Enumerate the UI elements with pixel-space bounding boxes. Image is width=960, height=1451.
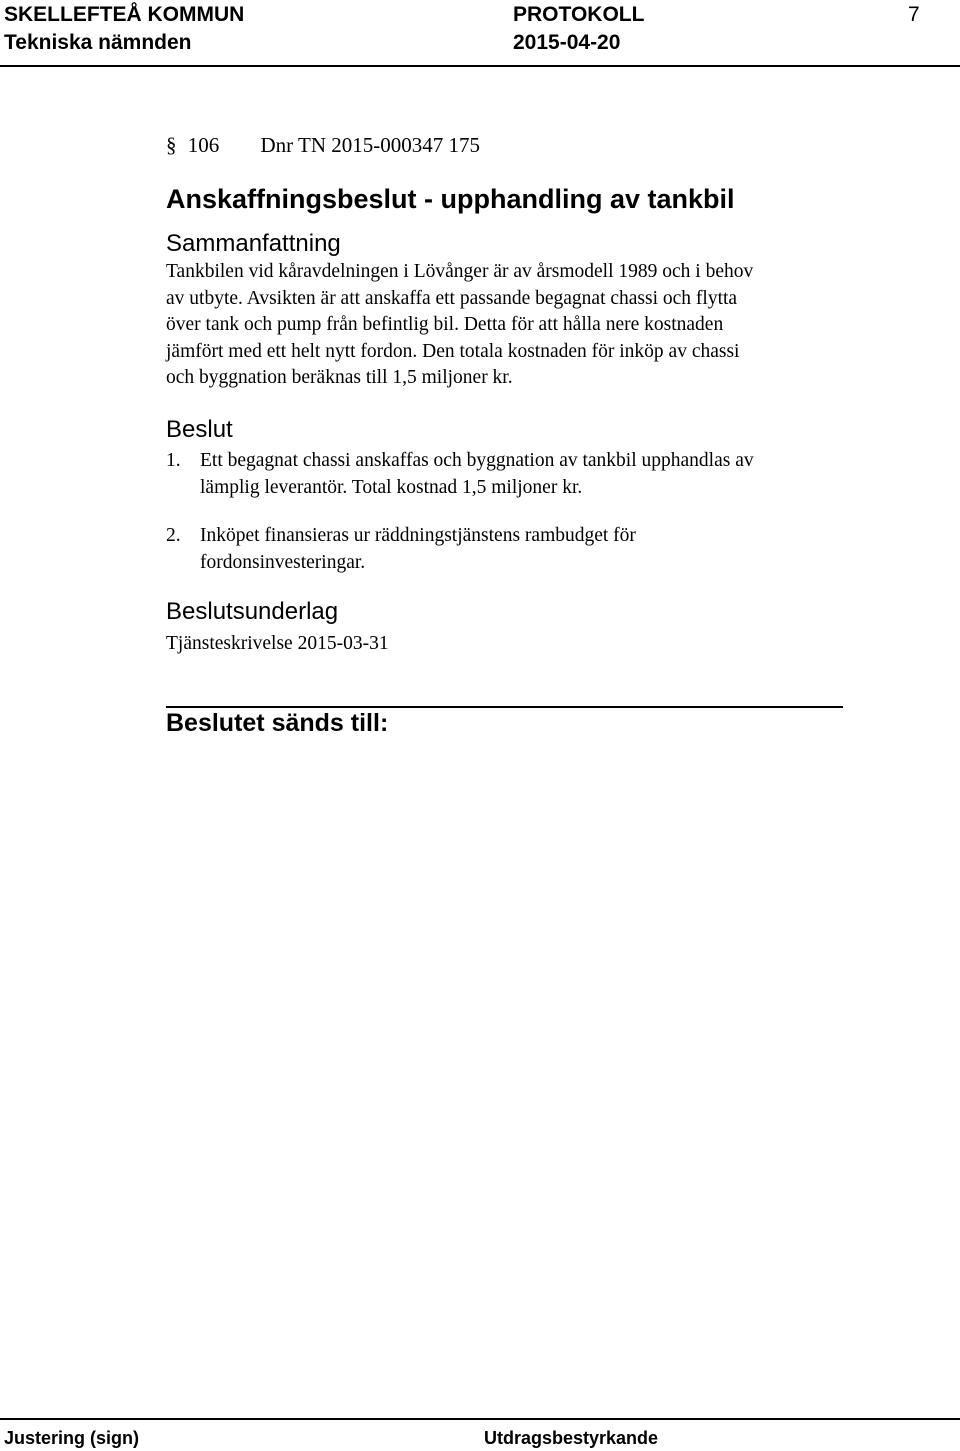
decision-item-number: 1. — [166, 450, 181, 471]
page-number: 7 — [908, 3, 920, 26]
decision-item — [166, 448, 866, 501]
summary-heading: Sammanfattning — [166, 230, 341, 257]
sent-to-heading: Beslutet sänds till: — [166, 709, 389, 737]
decision-item-number: 2. — [166, 525, 181, 546]
footer-certification-label: Utdragsbestyrkande — [484, 1428, 659, 1448]
summary-text — [166, 259, 866, 392]
basis-document: Tjänsteskrivelse 2015-03-31 — [166, 633, 389, 654]
organization-name: SKELLEFTEÅ KOMMUN — [4, 3, 245, 26]
footer-divider — [0, 1418, 960, 1420]
summary-line: av utbyte. Avsikten är att anskaffa ett passande begagnat chassi och flytta — [166, 287, 738, 309]
committee-name: Tekniska nämnden — [4, 31, 192, 54]
document-type: PROTOKOLL — [513, 3, 645, 26]
decision-item-line: Inköpet finansieras ur räddningstjänstens rambudget för — [200, 525, 636, 546]
case-reference-number: Dnr TN 2015-000347 175 — [260, 133, 481, 157]
decision-item-line: lämplig leverantör. Total kostnad 1,5 miljoner kr. — [200, 476, 583, 498]
basis-heading: Beslutsunderlag — [166, 598, 339, 625]
decision-heading: Beslut — [166, 416, 233, 443]
section-reference — [166, 133, 480, 158]
summary-line: Tankbilen vid kåravdelningen i Lövånger är av årsmodell 1989 och i behov — [166, 261, 754, 282]
meeting-date: 2015-04-20 — [513, 31, 621, 54]
decision-item-line: fordonsinvesteringar. — [200, 551, 366, 573]
summary-line: över tank och pump från befintlig bil. Detta för att hålla nere kostnaden — [166, 314, 724, 335]
decision-item-line: Ett begagnat chassi anskaffas och byggnation av tankbil upphandlas av — [200, 450, 754, 471]
section-number: 106 — [187, 133, 220, 157]
header-divider — [0, 65, 960, 67]
decision-item — [166, 523, 866, 576]
summary-line: och byggnation beräknas till 1,5 miljoner kr. — [166, 367, 513, 388]
footer-signature-label: Justering (sign) — [4, 1428, 140, 1448]
section-symbol: § — [166, 133, 177, 157]
summary-line: jämfört med ett helt nytt fordon. Den totala kostnaden för inköp av chassi — [166, 340, 740, 362]
case-title: Anskaffningsbeslut - upphandling av tankbil — [166, 184, 735, 214]
separator-line — [166, 706, 843, 708]
